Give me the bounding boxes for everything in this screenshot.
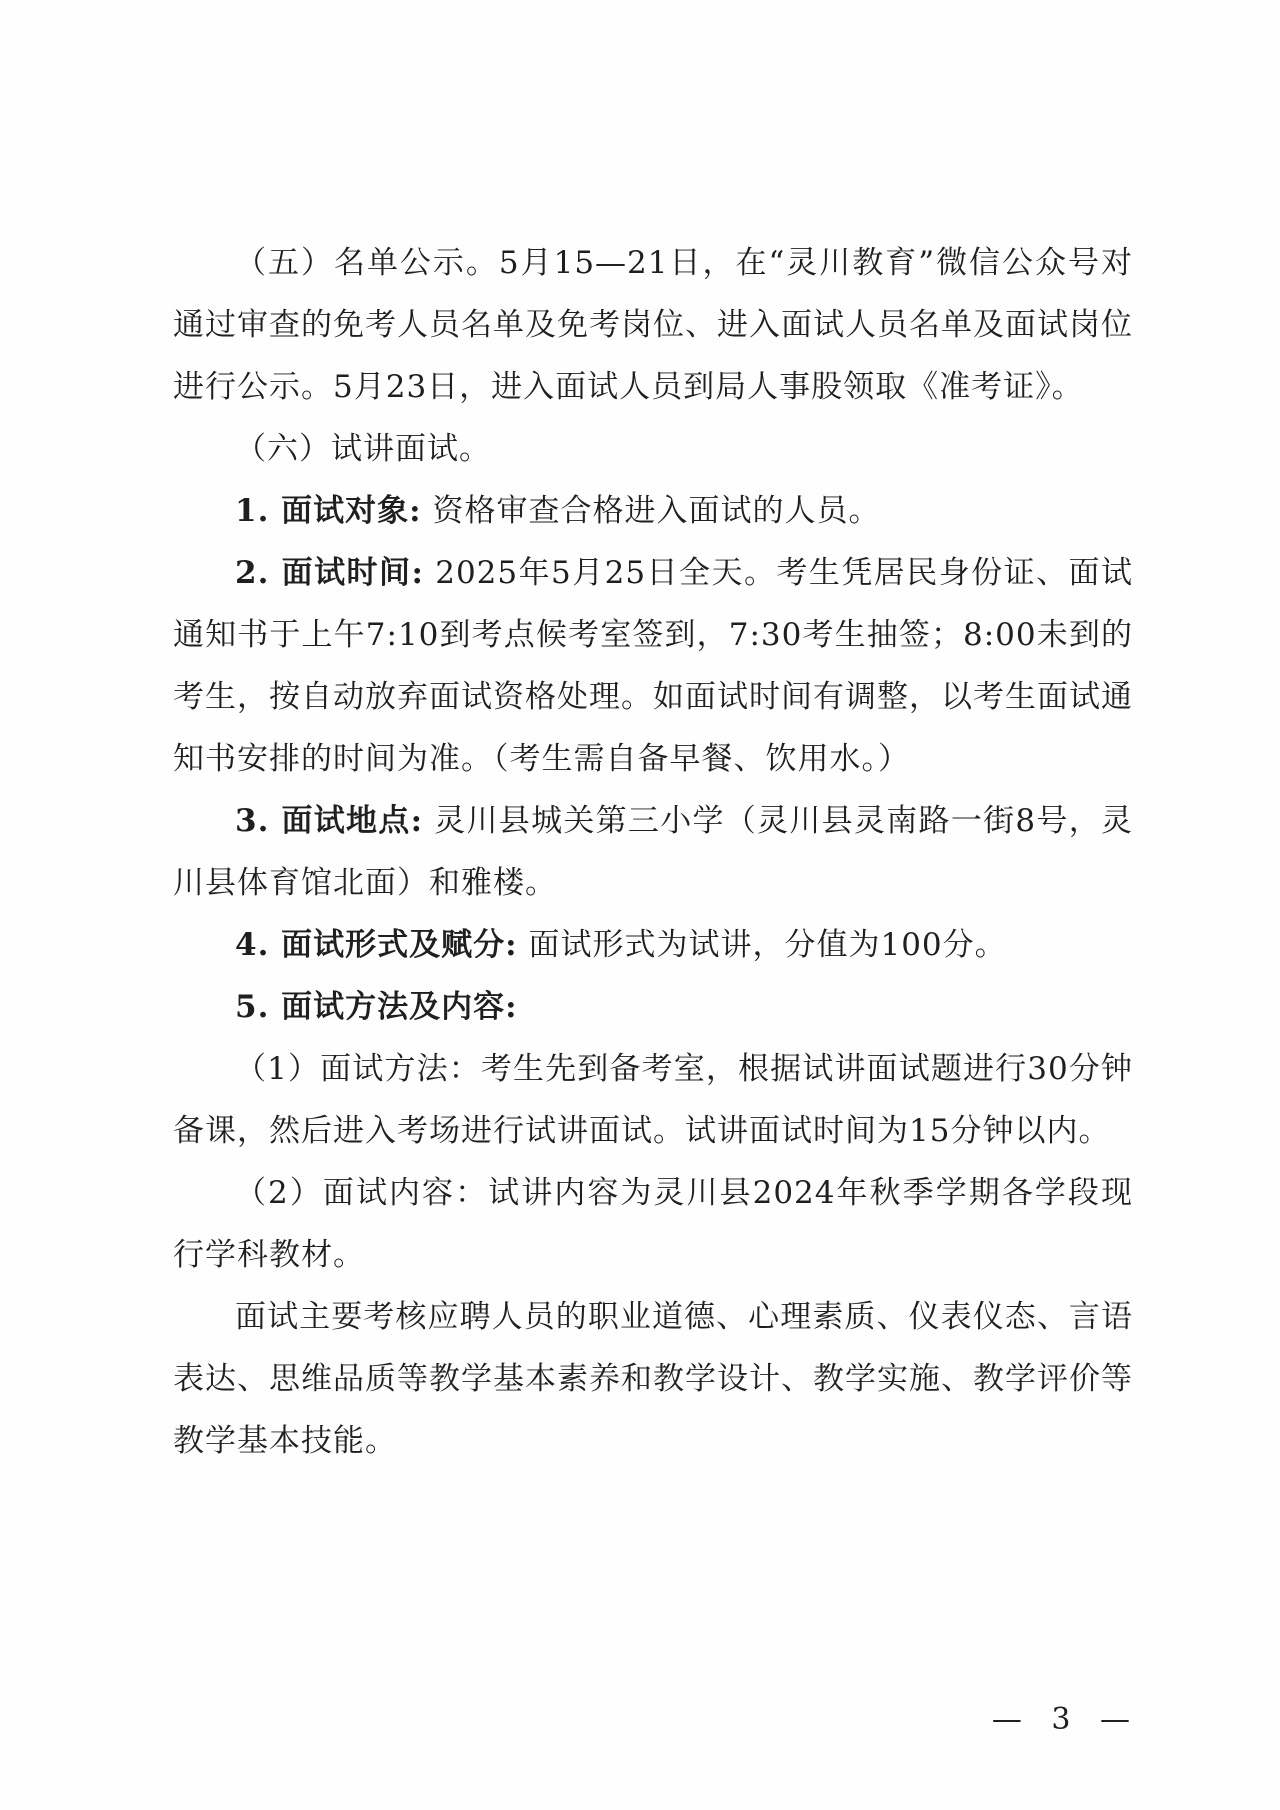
item-1-label: 1. 面试对象:	[235, 493, 422, 529]
item-1-text: 资格审查合格进入面试的人员。	[432, 493, 881, 529]
final-paragraph: 面试主要考核应聘人员的职业道德、心理素质、仪表仪态、言语表达、思维品质等教学基本素养和教学设计、教学实施、教学评价等教学基本技能。	[173, 1299, 1133, 1459]
page-number: — 3 —	[991, 1702, 1140, 1737]
item-4-text: 面试形式为试讲，分值为100分。	[528, 927, 1007, 963]
section-5-heading: （五）名单公示。	[235, 245, 499, 281]
section-6-heading: （六）试讲面试。	[235, 431, 491, 467]
item-5-label: 5. 面试方法及内容:	[235, 989, 518, 1025]
document-body	[173, 232, 1133, 1472]
item-4-label: 4. 面试形式及赋分:	[235, 927, 518, 963]
item-2-paragraph	[173, 542, 1133, 790]
item-3-label: 3. 面试地点:	[235, 803, 424, 839]
item-2-label: 2. 面试时间:	[235, 555, 424, 591]
item-4-paragraph	[173, 914, 1133, 976]
section-5-text: 5月15—21日，在“灵川教育”微信公众号对通过审查的免考人员名单及免考岗位、进入面试人员名单及面试岗位进行公示。5月23日，进入面试人员到局人事股领取《准考证》。	[173, 245, 1134, 405]
item-1-paragraph	[173, 480, 1133, 542]
subitem-1-paragraph: （1）面试方法：考生先到备考室，根据试讲面试题进行30分钟备课，然后进入考场进行试讲面试。试讲面试时间为15分钟以内。	[173, 1051, 1133, 1149]
item-3-text: 灵川县城关第三小学（灵川县灵南路一街8号，灵川县体育馆北面）和雅楼。	[173, 803, 1133, 901]
item-2-text: 2025年5月25日全天。考生凭居民身份证、面试通知书于上午7:10到考点候考室签到，7:30考生抽签；8:00未到的考生，按自动放弃面试资格处理。如面试时间有调整，以考生面试通知书安排的时间为准。（考生需自备早餐、饮用水。）	[173, 555, 1134, 777]
item-3-paragraph	[173, 790, 1133, 914]
subitem-2-paragraph: （2）面试内容：试讲内容为灵川县2024年秋季学期各学段现行学科教材。	[173, 1175, 1133, 1273]
item-5-paragraph	[173, 976, 1133, 1038]
section-5-paragraph	[173, 232, 1133, 418]
